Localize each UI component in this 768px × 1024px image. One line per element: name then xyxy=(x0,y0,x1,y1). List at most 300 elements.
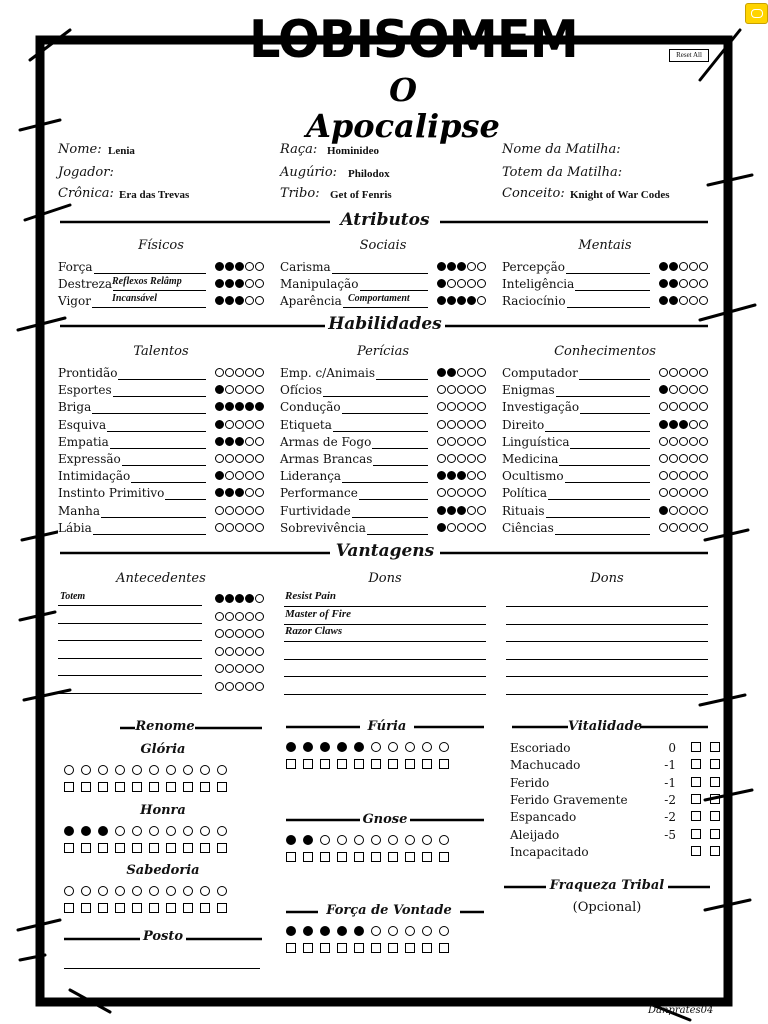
empty-dot-icon xyxy=(447,385,456,394)
health-level-row[interactable] xyxy=(510,845,720,862)
trait-row[interactable] xyxy=(502,400,708,416)
health-checkbox[interactable] xyxy=(691,742,701,752)
empty-circle-icon[interactable] xyxy=(149,765,159,775)
checkbox-square[interactable] xyxy=(354,943,364,953)
dot-rating[interactable] xyxy=(437,523,486,532)
checkbox-square[interactable] xyxy=(64,782,74,792)
checkbox-square[interactable] xyxy=(132,782,142,792)
trait-row[interactable] xyxy=(58,400,264,416)
health-checkbox[interactable] xyxy=(691,846,701,856)
health-level-row[interactable] xyxy=(510,828,720,845)
conceito-field[interactable]: Knight of War Codes xyxy=(570,189,670,201)
checkbox-square[interactable] xyxy=(388,759,398,769)
filled-dot-icon xyxy=(669,296,678,305)
trait-row[interactable] xyxy=(502,452,708,468)
dot-rating[interactable] xyxy=(215,682,264,691)
trait-name: Investigação xyxy=(502,400,580,415)
checkbox-square[interactable] xyxy=(354,759,364,769)
dot-rating[interactable] xyxy=(659,420,708,429)
antecedente-row[interactable] xyxy=(58,610,264,626)
dot-rating[interactable] xyxy=(215,647,264,656)
empty-circle-icon[interactable] xyxy=(200,826,210,836)
checkbox-square[interactable] xyxy=(422,759,432,769)
checkbox-square[interactable] xyxy=(388,852,398,862)
filled-circle-icon[interactable] xyxy=(64,826,74,836)
dom-field[interactable] xyxy=(506,678,708,695)
checkbox-square[interactable] xyxy=(337,852,347,862)
empty-dot-icon xyxy=(699,506,708,515)
checkbox-square[interactable] xyxy=(149,782,159,792)
empty-circle-icon[interactable] xyxy=(64,886,74,896)
checkbox-square[interactable] xyxy=(354,852,364,862)
health-checkbox[interactable] xyxy=(691,794,701,804)
empty-circle-icon[interactable] xyxy=(64,765,74,775)
trait-row[interactable] xyxy=(58,366,264,382)
empty-circle-icon[interactable] xyxy=(439,742,449,752)
empty-circle-icon[interactable] xyxy=(183,826,193,836)
antecedente-row[interactable] xyxy=(58,627,264,643)
filled-circle-icon[interactable] xyxy=(354,742,364,752)
dot-rating[interactable] xyxy=(215,454,264,463)
dot-rating[interactable] xyxy=(437,368,486,377)
checkbox-square[interactable] xyxy=(81,903,91,913)
dom-field[interactable] xyxy=(506,643,708,660)
trait-row[interactable] xyxy=(502,504,708,520)
trait-row[interactable] xyxy=(502,260,708,276)
checkbox-square[interactable] xyxy=(183,843,193,853)
empty-circle-icon[interactable] xyxy=(422,835,432,845)
filled-circle-icon[interactable] xyxy=(286,835,296,845)
dot-rating[interactable] xyxy=(659,488,708,497)
dot-rating[interactable] xyxy=(437,437,486,446)
empty-dot-icon xyxy=(659,402,668,411)
empty-circle-icon[interactable] xyxy=(217,765,227,775)
trait-name: Manha xyxy=(58,503,101,518)
dot-rating[interactable] xyxy=(437,454,486,463)
dom-field[interactable] xyxy=(284,608,486,625)
dom-field[interactable] xyxy=(506,608,708,625)
checkbox-square[interactable] xyxy=(81,782,91,792)
trait-row[interactable] xyxy=(502,383,708,399)
filled-dot-icon xyxy=(659,279,668,288)
trait-row[interactable] xyxy=(280,469,486,485)
trait-row[interactable] xyxy=(502,294,708,310)
antecedente-row[interactable] xyxy=(58,662,264,678)
specialty-text[interactable]: Comportament xyxy=(348,293,410,304)
checkbox-square[interactable] xyxy=(166,843,176,853)
posto-field[interactable] xyxy=(64,952,260,969)
trait-row[interactable] xyxy=(58,294,264,310)
checkbox-square[interactable] xyxy=(132,903,142,913)
empty-dot-icon xyxy=(699,488,708,497)
dot-rating[interactable] xyxy=(437,471,486,480)
empty-circle-icon[interactable] xyxy=(337,835,347,845)
empty-circle-icon[interactable] xyxy=(115,886,125,896)
comment-icon[interactable] xyxy=(745,3,768,24)
checkbox-square[interactable] xyxy=(183,903,193,913)
empty-circle-icon[interactable] xyxy=(149,886,159,896)
tribo-field[interactable]: Get of Fenris xyxy=(330,189,392,201)
checkbox-square[interactable] xyxy=(183,782,193,792)
empty-dot-icon xyxy=(235,664,244,673)
dot-rating[interactable] xyxy=(659,471,708,480)
dot-rating[interactable] xyxy=(437,385,486,394)
checkbox-square[interactable] xyxy=(388,943,398,953)
dom-field[interactable] xyxy=(284,643,486,660)
health-level-row[interactable] xyxy=(510,741,720,758)
health-checkbox[interactable] xyxy=(710,811,720,821)
health-level-row[interactable] xyxy=(510,793,720,810)
trait-row[interactable] xyxy=(58,383,264,399)
empty-dot-icon xyxy=(255,420,264,429)
checkbox-square[interactable] xyxy=(217,903,227,913)
dot-rating[interactable] xyxy=(659,437,708,446)
checkbox-square[interactable] xyxy=(405,852,415,862)
dot-rating[interactable] xyxy=(215,612,264,621)
trait-row[interactable] xyxy=(280,383,486,399)
checkbox-square[interactable] xyxy=(115,782,125,792)
filled-circle-icon[interactable] xyxy=(98,826,108,836)
empty-circle-icon[interactable] xyxy=(149,826,159,836)
dot-rating[interactable] xyxy=(215,488,264,497)
empty-circle-icon[interactable] xyxy=(388,835,398,845)
dot-rating[interactable] xyxy=(659,368,708,377)
health-checkbox[interactable] xyxy=(691,759,701,769)
dot-rating[interactable] xyxy=(215,420,264,429)
trait-name: Direito xyxy=(502,417,545,432)
health-checkbox[interactable] xyxy=(691,777,701,787)
empty-circle-icon[interactable] xyxy=(422,742,432,752)
checkbox-square[interactable] xyxy=(200,843,210,853)
trait-name: Inteligência xyxy=(502,277,575,291)
empty-circle-icon[interactable] xyxy=(405,926,415,936)
filled-circle-icon[interactable] xyxy=(320,926,330,936)
empty-dot-icon xyxy=(215,506,224,515)
dot-rating[interactable] xyxy=(215,385,264,394)
checkbox-square[interactable] xyxy=(286,943,296,953)
health-checkbox[interactable] xyxy=(710,846,720,856)
checkbox-square[interactable] xyxy=(439,943,449,953)
empty-circle-icon[interactable] xyxy=(183,886,193,896)
dot-rating[interactable] xyxy=(437,420,486,429)
checkbox-square[interactable] xyxy=(303,943,313,953)
empty-circle-icon[interactable] xyxy=(388,742,398,752)
filled-circle-icon[interactable] xyxy=(337,926,347,936)
empty-dot-icon xyxy=(659,471,668,480)
checkbox-square[interactable] xyxy=(200,903,210,913)
checkbox-square[interactable] xyxy=(371,852,381,862)
filled-circle-icon[interactable] xyxy=(303,742,313,752)
specialty-text[interactable]: Reflexos Relâmp xyxy=(112,276,182,287)
checkbox-square[interactable] xyxy=(64,903,74,913)
dot-rating[interactable] xyxy=(215,368,264,377)
trait-row[interactable] xyxy=(58,435,264,451)
dot-rating[interactable] xyxy=(215,437,264,446)
dot-rating[interactable] xyxy=(659,523,708,532)
dot-rating[interactable] xyxy=(215,471,264,480)
checkbox-square[interactable] xyxy=(217,782,227,792)
empty-circle-icon[interactable] xyxy=(217,886,227,896)
dom-field[interactable] xyxy=(284,678,486,695)
trait-name: Manipulação xyxy=(280,277,359,291)
specialty-text[interactable]: Incansável xyxy=(112,293,157,304)
checkbox-square[interactable] xyxy=(200,782,210,792)
checkbox-square[interactable] xyxy=(337,759,347,769)
raca-field[interactable]: Hominideo xyxy=(327,145,379,157)
antecedente-row[interactable] xyxy=(58,680,264,696)
empty-dot-icon xyxy=(235,629,244,638)
empty-circle-icon[interactable] xyxy=(81,886,91,896)
filled-circle-icon[interactable] xyxy=(354,926,364,936)
health-penalty: -1 xyxy=(664,775,676,790)
gnose-title: Gnose xyxy=(362,812,408,827)
trait-row[interactable] xyxy=(502,277,708,293)
checkbox-square[interactable] xyxy=(320,852,330,862)
empty-circle-icon[interactable] xyxy=(115,826,125,836)
conhecimentos-title: Conhecimentos xyxy=(554,344,656,359)
empty-dot-icon xyxy=(437,420,446,429)
dot-rating[interactable] xyxy=(659,296,708,305)
dot-rating[interactable] xyxy=(659,454,708,463)
empty-circle-icon[interactable] xyxy=(371,742,381,752)
trait-row[interactable] xyxy=(58,504,264,520)
trait-row[interactable] xyxy=(280,504,486,520)
dom-field[interactable] xyxy=(284,660,486,677)
dot-rating[interactable] xyxy=(659,279,708,288)
health-checkbox[interactable] xyxy=(710,777,720,787)
dot-rating[interactable] xyxy=(437,296,486,305)
dot-rating[interactable] xyxy=(215,402,264,411)
checkbox-square[interactable] xyxy=(337,943,347,953)
empty-circle-icon[interactable] xyxy=(200,886,210,896)
trait-row[interactable] xyxy=(280,521,486,537)
checkbox-square[interactable] xyxy=(217,843,227,853)
filled-circle-icon[interactable] xyxy=(303,835,313,845)
empty-circle-icon[interactable] xyxy=(371,926,381,936)
empty-circle-icon[interactable] xyxy=(132,765,142,775)
empty-dot-icon xyxy=(447,279,456,288)
checkbox-square[interactable] xyxy=(439,852,449,862)
filled-circle-icon[interactable] xyxy=(320,742,330,752)
trait-row[interactable] xyxy=(280,452,486,468)
fisicos-title: Físicos xyxy=(138,238,184,253)
empty-circle-icon[interactable] xyxy=(81,765,91,775)
dot-rating[interactable] xyxy=(215,664,264,673)
trait-row[interactable] xyxy=(58,277,264,293)
trait-name: Liderança xyxy=(280,469,342,484)
empty-dot-icon xyxy=(457,368,466,377)
empty-circle-icon[interactable] xyxy=(405,835,415,845)
dot-rating[interactable] xyxy=(215,262,264,271)
trait-row[interactable] xyxy=(280,366,486,382)
checkbox-square[interactable] xyxy=(166,903,176,913)
checkbox-square[interactable] xyxy=(303,759,313,769)
trait-row[interactable] xyxy=(280,294,486,310)
health-checkbox[interactable] xyxy=(710,742,720,752)
empty-circle-icon[interactable] xyxy=(200,765,210,775)
trait-row[interactable] xyxy=(280,400,486,416)
health-boxes xyxy=(691,846,720,856)
dot-rating[interactable] xyxy=(437,488,486,497)
filled-circle-icon[interactable] xyxy=(303,926,313,936)
health-checkbox[interactable] xyxy=(691,811,701,821)
trait-name: Armas de Fogo xyxy=(280,434,372,449)
antecedente-row[interactable] xyxy=(58,592,264,608)
checkbox-square[interactable] xyxy=(132,843,142,853)
dot-rating[interactable] xyxy=(659,402,708,411)
checkbox-square[interactable] xyxy=(405,943,415,953)
empty-dot-icon xyxy=(689,420,698,429)
checkbox-square[interactable] xyxy=(439,759,449,769)
checkbox-square[interactable] xyxy=(81,843,91,853)
checkbox-square[interactable] xyxy=(115,903,125,913)
empty-circle-icon[interactable] xyxy=(98,765,108,775)
dot-rating[interactable] xyxy=(215,506,264,515)
trait-row[interactable] xyxy=(502,521,708,537)
dot-rating[interactable] xyxy=(659,506,708,515)
health-checkbox[interactable] xyxy=(710,759,720,769)
checkbox-square[interactable] xyxy=(115,843,125,853)
checkbox-square[interactable] xyxy=(286,852,296,862)
checkbox-square[interactable] xyxy=(405,759,415,769)
trait-row[interactable] xyxy=(280,260,486,276)
dons2-title: Dons xyxy=(590,571,624,586)
empty-circle-icon[interactable] xyxy=(183,765,193,775)
dot-rating[interactable] xyxy=(215,279,264,288)
empty-circle-icon[interactable] xyxy=(98,886,108,896)
furia-title: Fúria xyxy=(367,719,407,734)
dot-rating[interactable] xyxy=(215,629,264,638)
checkbox-square[interactable] xyxy=(149,843,159,853)
health-checkbox[interactable] xyxy=(710,829,720,839)
trait-row[interactable] xyxy=(502,469,708,485)
checkbox-square[interactable] xyxy=(320,943,330,953)
filled-circle-icon[interactable] xyxy=(81,826,91,836)
antecedente-name[interactable]: Totem xyxy=(60,591,86,602)
trait-row[interactable] xyxy=(58,469,264,485)
tribo-label: Tribo: xyxy=(280,186,320,201)
dot-rating[interactable] xyxy=(437,262,486,271)
dom-field[interactable] xyxy=(284,625,486,642)
trait-row[interactable] xyxy=(502,435,708,451)
empty-circle-icon[interactable] xyxy=(166,826,176,836)
empty-circle-icon[interactable] xyxy=(166,765,176,775)
empty-circle-icon[interactable] xyxy=(371,835,381,845)
checkbox-square[interactable] xyxy=(64,843,74,853)
empty-circle-icon[interactable] xyxy=(405,742,415,752)
dot-rating[interactable] xyxy=(215,296,264,305)
empty-circle-icon[interactable] xyxy=(354,835,364,845)
trait-row[interactable] xyxy=(502,418,708,434)
checkbox-square[interactable] xyxy=(371,759,381,769)
trait-row[interactable] xyxy=(280,418,486,434)
filled-circle-icon[interactable] xyxy=(286,742,296,752)
antecedente-row[interactable] xyxy=(58,645,264,661)
trait-row[interactable] xyxy=(280,277,486,293)
dot-rating[interactable] xyxy=(437,506,486,515)
checkbox-square[interactable] xyxy=(98,782,108,792)
health-checkbox[interactable] xyxy=(710,794,720,804)
filled-circle-icon[interactable] xyxy=(286,926,296,936)
dom-field[interactable] xyxy=(506,590,708,607)
dom-field[interactable] xyxy=(284,590,486,607)
dot-rating[interactable] xyxy=(437,402,486,411)
trait-row[interactable] xyxy=(58,486,264,502)
empty-dot-icon xyxy=(679,437,688,446)
trait-row[interactable] xyxy=(502,366,708,382)
trait-row[interactable] xyxy=(280,486,486,502)
filled-dot-icon xyxy=(659,506,668,515)
trait-row[interactable] xyxy=(502,486,708,502)
nome-field[interactable]: Lenia xyxy=(108,145,135,157)
checkbox-square[interactable] xyxy=(320,759,330,769)
empty-circle-icon[interactable] xyxy=(388,926,398,936)
trait-row[interactable] xyxy=(58,452,264,468)
empty-dot-icon xyxy=(669,506,678,515)
empty-circle-icon[interactable] xyxy=(439,926,449,936)
checkbox-square[interactable] xyxy=(422,852,432,862)
checkbox-square[interactable] xyxy=(422,943,432,953)
antecedente-line xyxy=(58,623,202,624)
jogador-label: Jogador: xyxy=(58,165,114,180)
checkbox-square[interactable] xyxy=(149,903,159,913)
empty-circle-icon[interactable] xyxy=(132,826,142,836)
dom-field[interactable] xyxy=(506,660,708,677)
empty-dot-icon xyxy=(679,471,688,480)
trait-row[interactable] xyxy=(58,260,264,276)
augurio-field[interactable]: Philodox xyxy=(348,168,390,180)
empty-circle-icon[interactable] xyxy=(320,835,330,845)
dom-field[interactable] xyxy=(506,625,708,642)
dot-rating[interactable] xyxy=(659,262,708,271)
health-level-row[interactable] xyxy=(510,810,720,827)
dot-rating[interactable] xyxy=(437,279,486,288)
health-level-row[interactable] xyxy=(510,776,720,793)
empty-dot-icon xyxy=(255,296,264,305)
dot-rating[interactable] xyxy=(659,385,708,394)
filled-circle-icon[interactable] xyxy=(337,742,347,752)
checkbox-square[interactable] xyxy=(98,903,108,913)
filled-dot-icon xyxy=(235,296,244,305)
empty-circle-icon[interactable] xyxy=(217,826,227,836)
cronica-field[interactable]: Era das Trevas xyxy=(119,189,190,201)
dot-rating[interactable] xyxy=(215,523,264,532)
empty-circle-icon[interactable] xyxy=(132,886,142,896)
empty-circle-icon[interactable] xyxy=(166,886,176,896)
reset-all-button[interactable]: Reset All xyxy=(669,49,709,62)
checkbox-square[interactable] xyxy=(98,843,108,853)
health-level-row[interactable] xyxy=(510,758,720,775)
health-checkbox[interactable] xyxy=(691,829,701,839)
empty-dot-icon xyxy=(467,402,476,411)
dot-rating[interactable] xyxy=(215,594,264,603)
empty-dot-icon xyxy=(215,647,224,656)
dom-name: Master of Fire xyxy=(285,607,351,620)
checkbox-square[interactable] xyxy=(371,943,381,953)
checkbox-square[interactable] xyxy=(286,759,296,769)
trait-name: Destreza xyxy=(58,277,113,291)
empty-circle-icon[interactable] xyxy=(422,926,432,936)
trait-row[interactable] xyxy=(58,418,264,434)
empty-circle-icon[interactable] xyxy=(439,835,449,845)
checkbox-square[interactable] xyxy=(166,782,176,792)
talentos-title: Talentos xyxy=(133,344,189,359)
trait-name: Furtividade xyxy=(280,503,351,518)
checkbox-square[interactable] xyxy=(303,852,313,862)
empty-circle-icon[interactable] xyxy=(115,765,125,775)
trait-row[interactable] xyxy=(58,521,264,537)
trait-row[interactable] xyxy=(280,435,486,451)
